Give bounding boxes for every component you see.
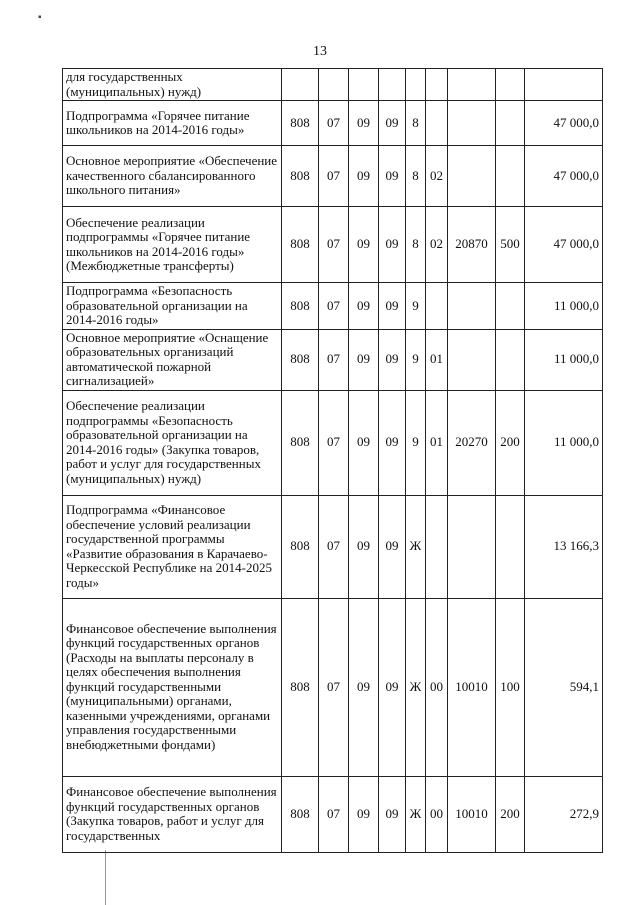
cell-direction xyxy=(448,283,496,330)
cell-program xyxy=(379,69,406,101)
table-row xyxy=(63,207,603,283)
cell-amount: 13 166,3 xyxy=(525,495,603,598)
cell-section: 07 xyxy=(319,598,349,776)
row-description: Обеспечение реализации подпрограммы «Безопасность образовательной организации на 2014-2016 годы» (Закупка товаров, работ и услуг для государственных (муниципальных) нужд) xyxy=(63,390,282,495)
cell-section: 07 xyxy=(319,207,349,283)
cell-program: 09 xyxy=(379,390,406,495)
cell-direction: 20870 xyxy=(448,207,496,283)
cell-section: 07 xyxy=(319,390,349,495)
cell-subprogram: Ж xyxy=(406,495,426,598)
cell-expense-type xyxy=(496,101,525,146)
cell-program: 09 xyxy=(379,207,406,283)
cell-subsection: 09 xyxy=(349,598,379,776)
cell-expense-type: 200 xyxy=(496,390,525,495)
cell-event: 00 xyxy=(426,776,448,852)
row-description: Финансовое обеспечение выполнения функций государственных органов (Расходы на выплаты персоналу в целях обеспечения выполнения функций государственными (муниципальными) органами, казенными учреждениями, органами управления государственными внебюджетными фондами) xyxy=(63,598,282,776)
cell-ministry: 808 xyxy=(282,329,319,390)
row-description: Подпрограмма «Безопасность образовательной организации на 2014-2016 годы» xyxy=(63,283,282,330)
cell-expense-type xyxy=(496,283,525,330)
cell-event: 02 xyxy=(426,207,448,283)
cell-expense-type xyxy=(496,69,525,101)
cell-direction xyxy=(448,495,496,598)
table-row xyxy=(63,390,603,495)
cell-ministry: 808 xyxy=(282,207,319,283)
cell-program: 09 xyxy=(379,283,406,330)
row-description: Основное мероприятие «Оснащение образовательных организаций автоматической пожарной сигнализацией» xyxy=(63,329,282,390)
budget-table xyxy=(62,68,603,853)
cell-subsection: 09 xyxy=(349,101,379,146)
cell-subsection: 09 xyxy=(349,146,379,207)
cell-subsection xyxy=(349,69,379,101)
cell-ministry: 808 xyxy=(282,146,319,207)
cell-direction xyxy=(448,69,496,101)
cell-subprogram: 9 xyxy=(406,283,426,330)
table-row xyxy=(63,776,603,852)
cell-subsection: 09 xyxy=(349,207,379,283)
cell-expense-type xyxy=(496,146,525,207)
cell-ministry: 808 xyxy=(282,101,319,146)
cell-subprogram: Ж xyxy=(406,776,426,852)
cell-direction xyxy=(448,146,496,207)
row-description: Обеспечение реализации подпрограммы «Горячее питание школьников на 2014-2016 годы» (Межбюджетные трансферты) xyxy=(63,207,282,283)
cell-subsection: 09 xyxy=(349,283,379,330)
cell-section: 07 xyxy=(319,146,349,207)
cell-event xyxy=(426,69,448,101)
cell-section: 07 xyxy=(319,283,349,330)
cell-amount: 47 000,0 xyxy=(525,101,603,146)
cell-program: 09 xyxy=(379,146,406,207)
cell-ministry: 808 xyxy=(282,776,319,852)
cell-program: 09 xyxy=(379,495,406,598)
cell-subprogram: 9 xyxy=(406,390,426,495)
cell-subprogram: 8 xyxy=(406,101,426,146)
cell-ministry: 808 xyxy=(282,495,319,598)
cell-section: 07 xyxy=(319,776,349,852)
cell-direction xyxy=(448,329,496,390)
cell-subsection: 09 xyxy=(349,329,379,390)
cell-program: 09 xyxy=(379,329,406,390)
table-row xyxy=(63,101,603,146)
cell-program: 09 xyxy=(379,101,406,146)
cell-subprogram: 8 xyxy=(406,207,426,283)
cell-direction xyxy=(448,101,496,146)
margin-line xyxy=(105,850,106,905)
cell-amount: 11 000,0 xyxy=(525,329,603,390)
cell-event xyxy=(426,495,448,598)
cell-event xyxy=(426,101,448,146)
row-description: для государственных (муниципальных) нужд) xyxy=(63,69,282,101)
cell-subsection: 09 xyxy=(349,495,379,598)
cell-ministry xyxy=(282,69,319,101)
margin-mark: ▪ xyxy=(38,12,42,23)
cell-amount: 594,1 xyxy=(525,598,603,776)
cell-event: 02 xyxy=(426,146,448,207)
row-description: Подпрограмма «Горячее питание школьников на 2014-2016 годы» xyxy=(63,101,282,146)
cell-program: 09 xyxy=(379,776,406,852)
cell-event: 01 xyxy=(426,329,448,390)
cell-event xyxy=(426,283,448,330)
cell-expense-type: 200 xyxy=(496,776,525,852)
table-row xyxy=(63,146,603,207)
row-description: Финансовое обеспечение выполнения функций государственных органов (Закупка товаров, работ и услуг для государственных xyxy=(63,776,282,852)
cell-amount: 11 000,0 xyxy=(525,283,603,330)
cell-subsection: 09 xyxy=(349,776,379,852)
table-row xyxy=(63,598,603,776)
cell-amount: 47 000,0 xyxy=(525,207,603,283)
cell-amount: 47 000,0 xyxy=(525,146,603,207)
cell-expense-type: 500 xyxy=(496,207,525,283)
table-row xyxy=(63,495,603,598)
cell-subprogram: Ж xyxy=(406,598,426,776)
cell-amount xyxy=(525,69,603,101)
cell-expense-type xyxy=(496,329,525,390)
cell-section: 07 xyxy=(319,101,349,146)
cell-expense-type xyxy=(496,495,525,598)
page-number: 13 xyxy=(313,44,327,59)
cell-event: 00 xyxy=(426,598,448,776)
cell-direction: 10010 xyxy=(448,598,496,776)
table-row xyxy=(63,69,603,101)
cell-subsection: 09 xyxy=(349,390,379,495)
row-description: Основное мероприятие «Обеспечение качественного сбалансированного школьного питания» xyxy=(63,146,282,207)
cell-section xyxy=(319,69,349,101)
cell-section: 07 xyxy=(319,495,349,598)
table-row xyxy=(63,283,603,330)
cell-ministry: 808 xyxy=(282,598,319,776)
cell-amount: 272,9 xyxy=(525,776,603,852)
cell-section: 07 xyxy=(319,329,349,390)
cell-subprogram xyxy=(406,69,426,101)
cell-direction: 20270 xyxy=(448,390,496,495)
cell-program: 09 xyxy=(379,598,406,776)
cell-direction: 10010 xyxy=(448,776,496,852)
table-row xyxy=(63,329,603,390)
cell-event: 01 xyxy=(426,390,448,495)
cell-subprogram: 9 xyxy=(406,329,426,390)
cell-ministry: 808 xyxy=(282,283,319,330)
cell-ministry: 808 xyxy=(282,390,319,495)
row-description: Подпрограмма «Финансовое обеспечение условий реализации государственной программы «Развитие образования в Карачаево-Черкесской Республике на 2014-2025 годы» xyxy=(63,495,282,598)
cell-amount: 11 000,0 xyxy=(525,390,603,495)
cell-expense-type: 100 xyxy=(496,598,525,776)
cell-subprogram: 8 xyxy=(406,146,426,207)
